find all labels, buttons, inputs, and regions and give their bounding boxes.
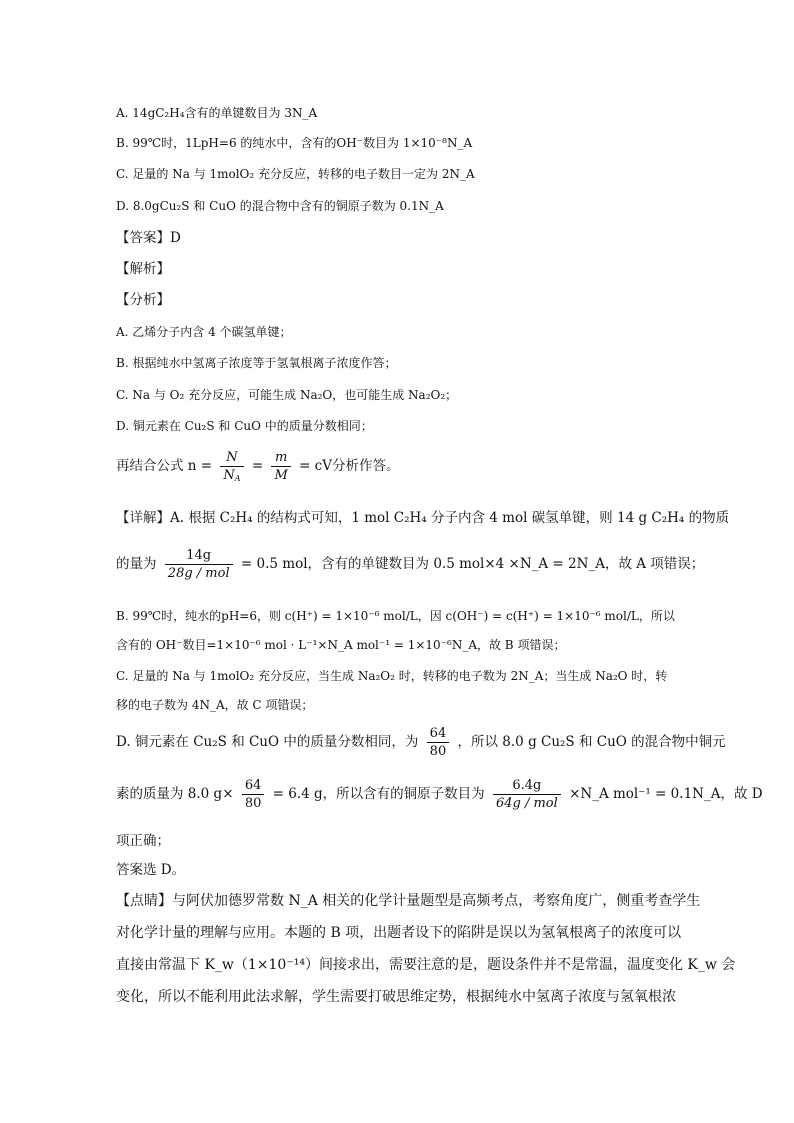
fraction-numerator: 6.4g xyxy=(512,778,542,793)
fraction-denominator: M xyxy=(271,466,290,484)
fraction-denominator: 64g / mol xyxy=(493,794,561,812)
fenxi-heading: 【分析】 xyxy=(116,292,170,308)
final-answer: 答案选 D。 xyxy=(116,862,186,878)
fraction-64-80 xyxy=(427,725,450,760)
fraction-14g-28g xyxy=(165,547,233,582)
formula-line xyxy=(116,448,399,484)
fraction-denominator xyxy=(220,466,243,484)
text-segment: 的量为 xyxy=(116,556,157,572)
option-c: C. 足量的 Na 与 1molO₂ 充分反应，转移的电子数目一定为 2N_A xyxy=(116,167,475,181)
answer-line: 【答案】D xyxy=(116,230,181,246)
fraction-denominator: 80 xyxy=(427,742,450,760)
detail-a-line1: 【详解】A. 根据 C₂H₄ 的结构式可知，1 mol C₂H₄ 分子内含 4 mol 碳氢单键，则 14 g C₂H₄ 的物质 xyxy=(116,510,730,526)
analysis-heading: 【解析】 xyxy=(116,261,170,277)
fraction-denominator: 80 xyxy=(242,794,265,812)
na-symbol: N xyxy=(223,468,235,483)
detail-d-line3: 项正确； xyxy=(116,833,170,849)
detail-d-line1 xyxy=(116,723,726,761)
detail-c-line2: 移的电子数为 4N_A，故 C 项错误； xyxy=(116,698,314,712)
fraction-denominator: 28g / mol xyxy=(165,564,233,582)
dianjing-line3: 直接由常温下 K_w（1×10⁻¹⁴）间接求出，需要注意的是，题设条件并不是常温，温度变化 K_w 会 xyxy=(116,957,736,973)
analysis-b: B. 根据纯水中氢离子浓度等于氢氧根离子浓度作答； xyxy=(116,356,397,370)
analysis-d: D. 铜元素在 Cu₂S 和 CuO 中的质量分数相同； xyxy=(116,419,373,433)
option-a: A. 14gC₂H₄含有的单键数目为 3N_A xyxy=(116,106,318,120)
text-segment: 素的质量为 8.0 g× xyxy=(116,786,234,802)
fraction-numerator: 14g xyxy=(186,548,212,563)
fraction-numerator: N xyxy=(226,450,238,465)
dianjing-line4: 变化，所以不能利用此法求解，学生需要打破思维定势，根据纯水中氢离子浓度与氢氧根浓 xyxy=(116,989,676,1005)
text-segment: D. 铜元素在 Cu₂S 和 CuO 中的质量分数相同，为 xyxy=(116,734,419,750)
fraction-6.4g-64g xyxy=(493,777,561,812)
detail-d-line2 xyxy=(116,775,763,813)
text-segment: = 6.4 g，所以含有的铜原子数目为 xyxy=(272,786,485,802)
detail-b-line1: B. 99℃时，纯水的pH=6，则 c(H⁺) = 1×10⁻⁶ mol/L，因 c(OH⁻) = c(H⁺) = 1×10⁻⁶ mol/L，所以 xyxy=(116,609,675,623)
na-subscript: A xyxy=(234,474,241,483)
analysis-c: C. Na 与 O₂ 充分反应，可能生成 Na₂O，也可能生成 Na₂O₂； xyxy=(116,388,458,402)
detail-c-line1: C. 足量的 Na 与 1molO₂ 充分反应，当生成 Na₂O₂ 时，转移的电子数为 2N_A；当生成 Na₂O 时，转 xyxy=(116,669,668,683)
formula-suffix: = cV分析作答。 xyxy=(299,458,400,474)
fraction-numerator: m xyxy=(274,450,288,465)
analysis-a: A. 乙烯分子内含 4 个碳氢单键； xyxy=(116,325,292,339)
detail-b-line2: 含有的 OH⁻数目=1×10⁻⁶ mol · L⁻¹×N_A mol⁻¹ = 1×10⁻⁶N_A，故 B 项错误； xyxy=(116,638,566,652)
fraction-64-80 xyxy=(242,777,265,812)
detail-a-line2 xyxy=(116,545,704,583)
text-segment: ×N_A mol⁻¹ = 0.1N_A，故 D xyxy=(569,786,763,802)
equals-sign: = xyxy=(251,458,264,474)
option-b: B. 99℃时，1LpH=6 的纯水中，含有的OH⁻数目为 1×10⁻⁸N_A xyxy=(116,136,473,150)
fraction-numerator: 64 xyxy=(429,726,447,741)
dianjing-line1: 【点睛】与阿伏加德罗常数 N_A 相关的化学计量题型是高频考点，考察角度广，侧重考查学生 xyxy=(116,893,701,909)
dianjing-line2: 对化学计量的理解与应用。本题的 B 项，出题者设下的陷阱是误以为氢氧根离子的浓度可以 xyxy=(116,925,682,941)
fraction-n-over-na xyxy=(220,449,243,484)
formula-prefix: 再结合公式 n = xyxy=(116,458,213,474)
fraction-m-over-M xyxy=(271,449,290,484)
option-d: D. 8.0gCu₂S 和 CuO 的混合物中含有的铜原子数为 0.1N_A xyxy=(116,199,444,213)
text-segment: ，所以 8.0 g Cu₂S 和 CuO 的混合物中铜元 xyxy=(457,734,726,750)
text-segment: = 0.5 mol，含有的单键数目为 0.5 mol×4 ×N_A = 2N_A，故 A 项错误； xyxy=(240,556,705,572)
fraction-numerator: 64 xyxy=(244,778,262,793)
